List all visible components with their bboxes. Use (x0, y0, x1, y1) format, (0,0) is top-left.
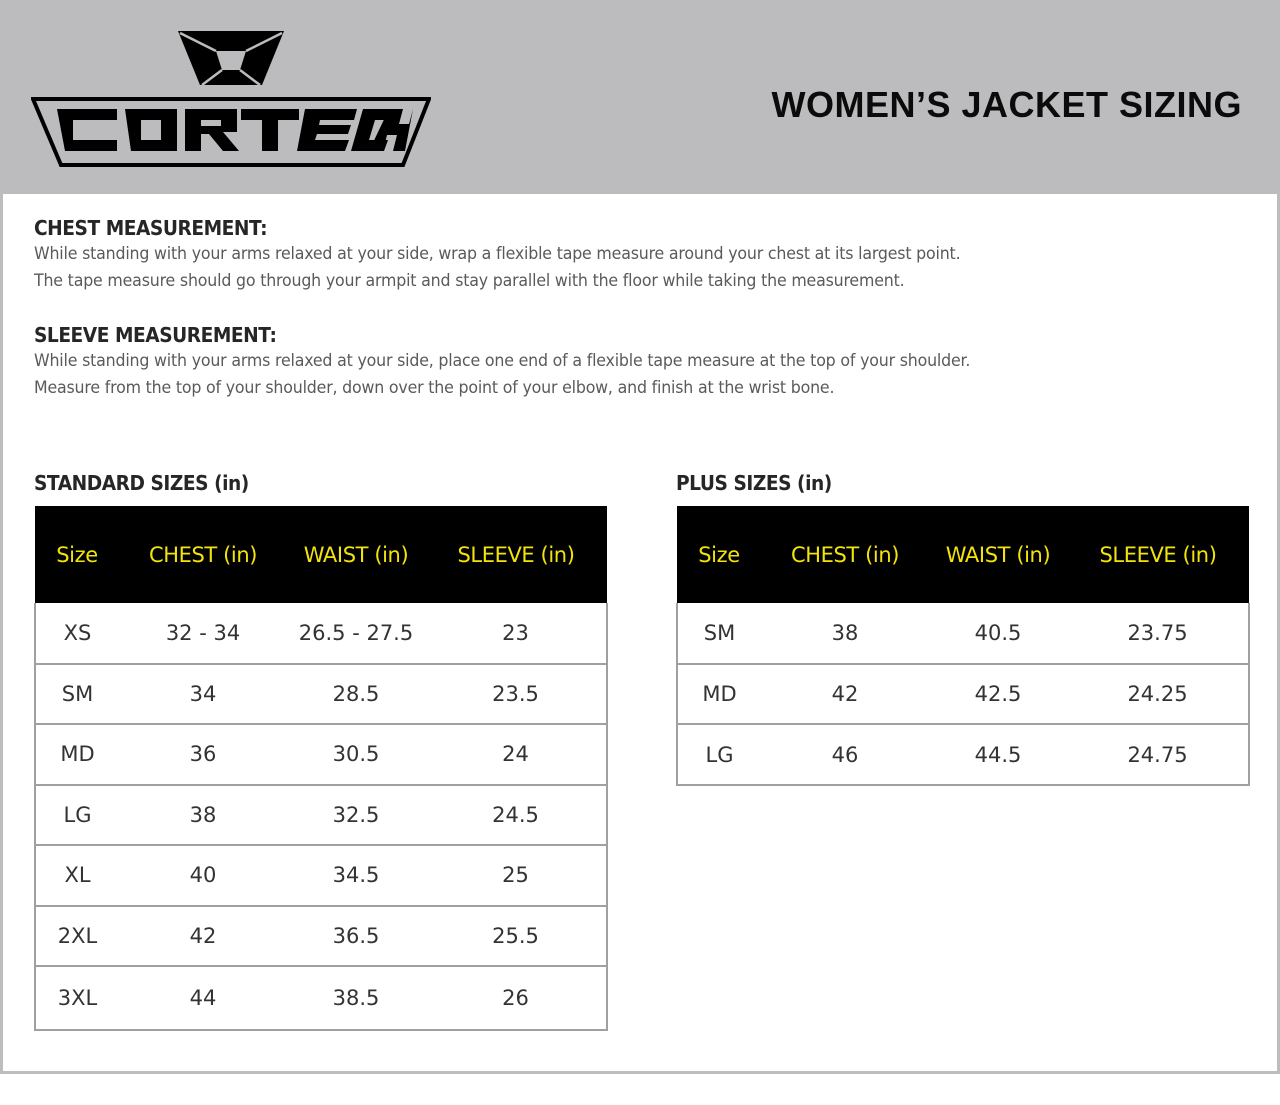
size-cell: SM (35, 664, 119, 725)
size-cell: 2XL (35, 906, 119, 967)
table-row (35, 603, 607, 664)
cortech-emblem-icon (176, 29, 286, 87)
column-header-sleeve: SLEEVE (in) (1067, 506, 1249, 603)
table-row (35, 785, 607, 846)
waist-cell: 38.5 (287, 966, 425, 1030)
size-cell: SM (677, 603, 761, 664)
size-cell: MD (35, 724, 119, 785)
chest-instruction-line-1: While standing with your arms relaxed at your side, wrap a flexible tape measure around your chest at its largest point. (34, 244, 961, 264)
table-row (35, 966, 607, 1030)
column-header-waist: WAIST (in) (929, 506, 1067, 603)
table-row (35, 724, 607, 785)
sleeve-cell: 24 (425, 724, 607, 785)
waist-cell: 36.5 (287, 906, 425, 967)
column-header-waist: WAIST (in) (287, 506, 425, 603)
waist-cell: 32.5 (287, 785, 425, 846)
sleeve-cell: 24.25 (1067, 664, 1249, 725)
sleeve-instruction-line-2: Measure from the top of your shoulder, down over the point of your elbow, and finish at the wrist bone. (34, 378, 835, 398)
waist-cell: 34.5 (287, 845, 425, 906)
size-cell: LG (35, 785, 119, 846)
chest-cell: 42 (119, 906, 287, 967)
chest-cell: 36 (119, 724, 287, 785)
sleeve-cell: 26 (425, 966, 607, 1030)
sleeve-cell: 23 (425, 603, 607, 664)
plus-sizes-table (676, 506, 1250, 786)
table-row (35, 664, 607, 725)
page-title: WOMEN’S JACKET SIZING (771, 84, 1242, 125)
column-header-chest: CHEST (in) (761, 506, 929, 603)
table-header-row (677, 506, 1249, 603)
waist-cell: 28.5 (287, 664, 425, 725)
size-cell: XL (35, 845, 119, 906)
waist-cell: 26.5 - 27.5 (287, 603, 425, 664)
chest-measurement-section (34, 215, 1030, 295)
size-cell: 3XL (35, 966, 119, 1030)
chest-cell: 32 - 34 (119, 603, 287, 664)
chest-cell: 40 (119, 845, 287, 906)
standard-sizes-title: STANDARD SIZES (in) (34, 471, 249, 495)
chest-cell: 46 (761, 724, 929, 785)
chest-cell: 38 (119, 785, 287, 846)
sleeve-instruction-line-1: While standing with your arms relaxed at your side, place one end of a flexible tape measure at the top of your shoulder. (34, 351, 971, 371)
waist-cell: 40.5 (929, 603, 1067, 664)
chest-cell: 34 (119, 664, 287, 725)
table-row (677, 664, 1249, 725)
sleeve-cell: 25 (425, 845, 607, 906)
waist-cell: 42.5 (929, 664, 1067, 725)
sleeve-cell: 23.75 (1067, 603, 1249, 664)
table-row (677, 724, 1249, 785)
table-row (35, 906, 607, 967)
column-header-sleeve: SLEEVE (in) (425, 506, 607, 603)
size-cell: XS (35, 603, 119, 664)
sleeve-cell: 23.5 (425, 664, 607, 725)
sleeve-cell: 25.5 (425, 906, 607, 967)
chest-instruction-line-2: The tape measure should go through your armpit and stay parallel with the floor while taking the measurement. (34, 271, 905, 291)
table-row (677, 603, 1249, 664)
header-banner (0, 0, 1280, 194)
size-cell: MD (677, 664, 761, 725)
column-header-size: Size (677, 506, 761, 603)
chest-cell: 38 (761, 603, 929, 664)
waist-cell: 44.5 (929, 724, 1067, 785)
standard-sizes-table (34, 506, 608, 1031)
chest-heading: CHEST MEASUREMENT: (34, 216, 268, 240)
column-header-size: Size (35, 506, 119, 603)
sleeve-cell: 24.5 (425, 785, 607, 846)
sleeve-measurement-section (34, 322, 1041, 402)
sleeve-heading: SLEEVE MEASUREMENT: (34, 323, 277, 347)
size-cell: LG (677, 724, 761, 785)
waist-cell: 30.5 (287, 724, 425, 785)
chest-cell: 42 (761, 664, 929, 725)
column-header-chest: CHEST (in) (119, 506, 287, 603)
chest-cell: 44 (119, 966, 287, 1030)
sleeve-cell: 24.75 (1067, 724, 1249, 785)
plus-sizes-title: PLUS SIZES (in) (676, 471, 832, 495)
cortech-wordmark-logo (31, 96, 431, 168)
table-header-row (35, 506, 607, 603)
table-row (35, 845, 607, 906)
